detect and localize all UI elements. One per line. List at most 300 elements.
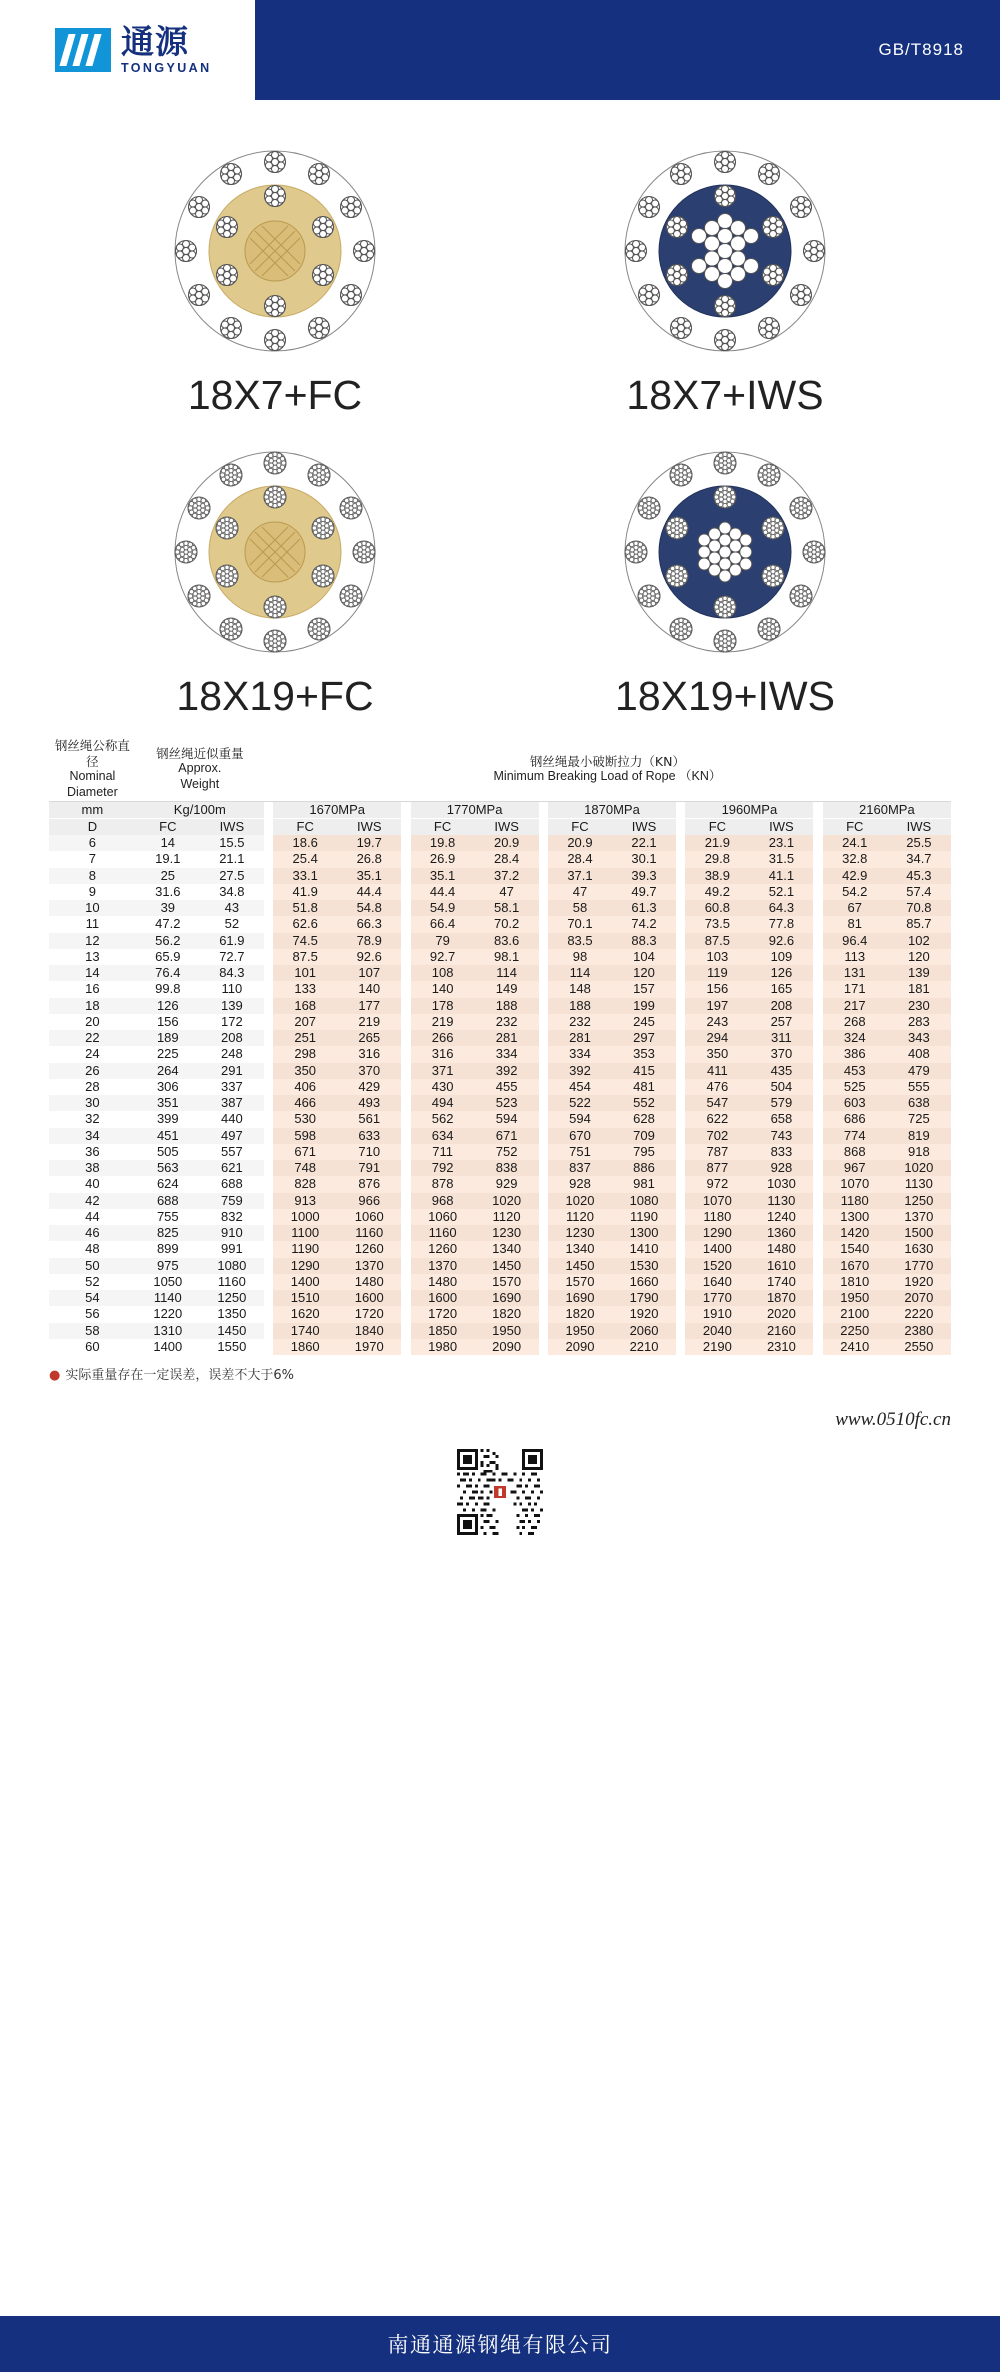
spacer xyxy=(676,884,685,900)
spacer xyxy=(813,1176,822,1192)
cell-load-1770MPa-fc: 792 xyxy=(411,1160,475,1176)
cell-load-1870MPa-iws: 1790 xyxy=(612,1290,676,1306)
cell-load-1960MPa-iws: 833 xyxy=(749,1144,813,1160)
cell-diameter: 44 xyxy=(49,1209,136,1225)
table-header-group-row xyxy=(49,738,951,801)
cell-weight-iws: 1350 xyxy=(200,1306,264,1322)
cell-load-2160MPa-fc: 171 xyxy=(823,981,887,997)
spacer xyxy=(676,949,685,965)
cell-diameter: 18 xyxy=(49,998,136,1014)
table-row xyxy=(49,1046,951,1062)
cell-weight-iws: 991 xyxy=(200,1241,264,1257)
cell-load-1670MPa-fc: 62.6 xyxy=(273,916,337,932)
cell-load-1670MPa-fc: 298 xyxy=(273,1046,337,1062)
cell-weight-fc: 755 xyxy=(136,1209,200,1225)
cell-load-1670MPa-fc: 913 xyxy=(273,1193,337,1209)
spacer xyxy=(264,1323,273,1339)
spacer xyxy=(401,1225,410,1241)
cell-load-1870MPa-iws: 61.3 xyxy=(612,900,676,916)
spacer xyxy=(264,965,273,981)
spacer xyxy=(813,1225,822,1241)
cell-weight-iws: 1080 xyxy=(200,1258,264,1274)
cell-load-1870MPa-iws: 199 xyxy=(612,998,676,1014)
cell-weight-fc: 189 xyxy=(136,1030,200,1046)
cell-load-1870MPa-iws: 1530 xyxy=(612,1258,676,1274)
cell-weight-iws: 84.3 xyxy=(200,965,264,981)
spacer xyxy=(264,1209,273,1225)
cell-diameter: 8 xyxy=(49,868,136,884)
header-weight-en-2: Weight xyxy=(180,777,220,792)
spacer xyxy=(401,818,410,835)
cell-load-1670MPa-fc: 530 xyxy=(273,1111,337,1127)
cell-load-1670MPa-fc: 87.5 xyxy=(273,949,337,965)
cell-load-1770MPa-fc: 1260 xyxy=(411,1241,475,1257)
cell-load-1770MPa-iws: 281 xyxy=(475,1030,539,1046)
cell-load-1960MPa-iws: 1480 xyxy=(749,1241,813,1257)
cell-load-2160MPa-iws: 45.3 xyxy=(887,868,951,884)
spacer xyxy=(676,1030,685,1046)
cell-weight-fc: 31.6 xyxy=(136,884,200,900)
cell-load-1670MPa-iws: 177 xyxy=(337,998,401,1014)
spacer xyxy=(401,1306,410,1322)
cell-load-1870MPa-iws: 245 xyxy=(612,1014,676,1030)
spacer xyxy=(401,998,410,1014)
cell-load-1670MPa-iws: 44.4 xyxy=(337,884,401,900)
spacer xyxy=(813,1014,822,1030)
cell-load-1960MPa-fc: 2040 xyxy=(685,1323,749,1339)
spacer xyxy=(539,1225,548,1241)
cell-load-2160MPa-iws: 230 xyxy=(887,998,951,1014)
cell-load-2160MPa-iws: 1500 xyxy=(887,1225,951,1241)
cell-load-1770MPa-iws: 1570 xyxy=(475,1274,539,1290)
cell-load-2160MPa-fc: 32.8 xyxy=(823,851,887,867)
table-row xyxy=(49,1176,951,1192)
cell-load-1870MPa-fc: 392 xyxy=(548,1063,612,1079)
spacer xyxy=(539,1014,548,1030)
cell-load-2160MPa-fc: 324 xyxy=(823,1030,887,1046)
cell-load-1870MPa-iws: 1410 xyxy=(612,1241,676,1257)
cell-load-1960MPa-iws: 1870 xyxy=(749,1290,813,1306)
cell-load-1770MPa-iws: 83.6 xyxy=(475,933,539,949)
cell-load-1670MPa-fc: 41.9 xyxy=(273,884,337,900)
cell-load-1870MPa-iws: 1300 xyxy=(612,1225,676,1241)
spacer xyxy=(813,851,822,867)
spacer xyxy=(401,981,410,997)
cell-load-1770MPa-iws: 455 xyxy=(475,1079,539,1095)
table-row xyxy=(49,1063,951,1079)
grade-1770: 1770MPa xyxy=(411,801,539,818)
cell-load-1960MPa-fc: 1770 xyxy=(685,1290,749,1306)
spacer xyxy=(264,1258,273,1274)
sub-d: D xyxy=(49,818,136,835)
spacer xyxy=(676,916,685,932)
cell-load-1960MPa-fc: 1180 xyxy=(685,1209,749,1225)
cell-load-2160MPa-iws: 2220 xyxy=(887,1306,951,1322)
cell-load-2160MPa-iws: 1130 xyxy=(887,1176,951,1192)
spacer xyxy=(539,1128,548,1144)
cell-diameter: 58 xyxy=(49,1323,136,1339)
spacer xyxy=(401,1339,410,1355)
spacer xyxy=(676,1306,685,1322)
cell-load-1870MPa-fc: 281 xyxy=(548,1030,612,1046)
website-url[interactable]: www.0510fc.cn xyxy=(835,1409,951,1430)
rope-specification-table xyxy=(49,738,951,1355)
cell-load-1960MPa-fc: 877 xyxy=(685,1160,749,1176)
spacer xyxy=(264,1241,273,1257)
cell-load-1770MPa-iws: 1230 xyxy=(475,1225,539,1241)
spacer xyxy=(401,1046,410,1062)
spacer xyxy=(676,900,685,916)
cell-load-2160MPa-iws: 34.7 xyxy=(887,851,951,867)
spacer xyxy=(676,1258,685,1274)
spacer xyxy=(539,1241,548,1257)
spacer xyxy=(539,949,548,965)
cell-weight-fc: 1220 xyxy=(136,1306,200,1322)
cell-load-1670MPa-iws: 107 xyxy=(337,965,401,981)
header-breaking-load xyxy=(264,738,951,801)
cell-load-1870MPa-fc: 1820 xyxy=(548,1306,612,1322)
cell-weight-iws: 27.5 xyxy=(200,868,264,884)
cell-load-1770MPa-fc: 1060 xyxy=(411,1209,475,1225)
cell-load-1770MPa-iws: 594 xyxy=(475,1111,539,1127)
cell-weight-iws: 440 xyxy=(200,1111,264,1127)
table-units-row xyxy=(49,801,951,818)
cell-load-1670MPa-iws: 370 xyxy=(337,1063,401,1079)
cell-weight-fc: 56.2 xyxy=(136,933,200,949)
cell-load-1770MPa-iws: 1340 xyxy=(475,1241,539,1257)
spacer xyxy=(813,1241,822,1257)
cell-weight-iws: 43 xyxy=(200,900,264,916)
sub-w-fc: FC xyxy=(136,818,200,835)
table-row xyxy=(49,1323,951,1339)
cell-load-1870MPa-fc: 594 xyxy=(548,1111,612,1127)
spacer xyxy=(401,949,410,965)
cell-load-1770MPa-fc: 44.4 xyxy=(411,884,475,900)
cell-load-2160MPa-fc: 868 xyxy=(823,1144,887,1160)
grade-1960: 1960MPa xyxy=(685,801,813,818)
spacer xyxy=(813,1079,822,1095)
cell-load-1670MPa-iws: 66.3 xyxy=(337,916,401,932)
cell-load-1670MPa-iws: 1480 xyxy=(337,1274,401,1290)
table-row xyxy=(49,949,951,965)
cell-load-1960MPa-fc: 476 xyxy=(685,1079,749,1095)
spacer xyxy=(676,933,685,949)
spacer xyxy=(401,1128,410,1144)
cell-load-1870MPa-fc: 1570 xyxy=(548,1274,612,1290)
cell-load-1960MPa-fc: 411 xyxy=(685,1063,749,1079)
table-row xyxy=(49,900,951,916)
logo-text xyxy=(121,22,212,76)
table-subheader-row xyxy=(49,818,951,835)
cell-load-1870MPa-iws: 709 xyxy=(612,1128,676,1144)
sub-1770-iws: IWS xyxy=(475,818,539,835)
rope-cross-section-icon xyxy=(160,136,390,366)
spacer xyxy=(264,1063,273,1079)
cell-load-2160MPa-fc: 268 xyxy=(823,1014,887,1030)
cell-diameter: 56 xyxy=(49,1306,136,1322)
cell-diameter: 9 xyxy=(49,884,136,900)
spacer xyxy=(401,801,410,818)
table-row xyxy=(49,1225,951,1241)
grade-2160: 2160MPa xyxy=(823,801,951,818)
cell-load-2160MPa-fc: 774 xyxy=(823,1128,887,1144)
cell-diameter: 40 xyxy=(49,1176,136,1192)
cell-weight-iws: 759 xyxy=(200,1193,264,1209)
cell-load-1870MPa-iws: 39.3 xyxy=(612,868,676,884)
table-row xyxy=(49,1209,951,1225)
cell-load-1960MPa-iws: 311 xyxy=(749,1030,813,1046)
cell-weight-fc: 688 xyxy=(136,1193,200,1209)
rope-diagram-18x19-iws xyxy=(575,437,875,720)
spacer xyxy=(813,1306,822,1322)
cell-load-1870MPa-iws: 353 xyxy=(612,1046,676,1062)
cell-weight-fc: 14 xyxy=(136,835,200,851)
note-text: 实际重量存在一定误差，误差不大于6% xyxy=(65,1368,294,1383)
cell-load-2160MPa-iws: 479 xyxy=(887,1063,951,1079)
unit-mm: mm xyxy=(49,801,136,818)
spacer xyxy=(676,965,685,981)
cell-load-1960MPa-fc: 294 xyxy=(685,1030,749,1046)
cell-diameter: 13 xyxy=(49,949,136,965)
header-diameter-en-2: Diameter xyxy=(67,784,118,799)
cell-load-2160MPa-fc: 1420 xyxy=(823,1225,887,1241)
table-row xyxy=(49,1111,951,1127)
spacer xyxy=(676,1111,685,1127)
spacer xyxy=(813,1209,822,1225)
spacer xyxy=(264,1339,273,1355)
cell-load-1770MPa-fc: 178 xyxy=(411,998,475,1014)
spacer xyxy=(813,1030,822,1046)
cell-load-1960MPa-fc: 1070 xyxy=(685,1193,749,1209)
spacer xyxy=(813,998,822,1014)
cell-load-1870MPa-iws: 1920 xyxy=(612,1306,676,1322)
cell-load-1670MPa-fc: 25.4 xyxy=(273,851,337,867)
cell-load-2160MPa-fc: 1670 xyxy=(823,1258,887,1274)
cell-load-1670MPa-iws: 35.1 xyxy=(337,868,401,884)
cell-load-1670MPa-iws: 219 xyxy=(337,1014,401,1030)
cell-load-1870MPa-iws: 415 xyxy=(612,1063,676,1079)
cell-load-1670MPa-fc: 1190 xyxy=(273,1241,337,1257)
cell-load-1770MPa-iws: 47 xyxy=(475,884,539,900)
spacer xyxy=(401,1014,410,1030)
cell-load-1670MPa-iws: 791 xyxy=(337,1160,401,1176)
cell-load-1670MPa-fc: 1740 xyxy=(273,1323,337,1339)
cell-load-1870MPa-iws: 104 xyxy=(612,949,676,965)
table-row xyxy=(49,851,951,867)
cell-load-1960MPa-iws: 1740 xyxy=(749,1274,813,1290)
spacer xyxy=(401,1160,410,1176)
spacer xyxy=(676,868,685,884)
cell-diameter: 16 xyxy=(49,981,136,997)
cell-load-1870MPa-fc: 70.1 xyxy=(548,916,612,932)
cell-load-1770MPa-fc: 1980 xyxy=(411,1339,475,1355)
cell-load-1670MPa-iws: 1160 xyxy=(337,1225,401,1241)
spacer xyxy=(264,933,273,949)
cell-load-1960MPa-fc: 29.8 xyxy=(685,851,749,867)
cell-load-2160MPa-fc: 131 xyxy=(823,965,887,981)
cell-load-2160MPa-fc: 1300 xyxy=(823,1209,887,1225)
cell-load-1670MPa-fc: 1400 xyxy=(273,1274,337,1290)
qr-code[interactable] xyxy=(457,1449,543,1535)
spacer xyxy=(813,933,822,949)
cell-weight-iws: 497 xyxy=(200,1128,264,1144)
spacer xyxy=(676,835,685,851)
cell-load-1770MPa-iws: 523 xyxy=(475,1095,539,1111)
spacer xyxy=(264,818,273,835)
table-row xyxy=(49,884,951,900)
cell-load-1960MPa-iws: 2310 xyxy=(749,1339,813,1355)
spacer xyxy=(676,1160,685,1176)
table-row xyxy=(49,868,951,884)
spacer xyxy=(676,1046,685,1062)
cell-load-2160MPa-iws: 343 xyxy=(887,1030,951,1046)
cell-load-1960MPa-fc: 1290 xyxy=(685,1225,749,1241)
cell-load-1960MPa-fc: 2190 xyxy=(685,1339,749,1355)
spec-table-wrap xyxy=(49,738,951,1355)
cell-load-1870MPa-fc: 1120 xyxy=(548,1209,612,1225)
cell-load-1870MPa-iws: 120 xyxy=(612,965,676,981)
spacer xyxy=(264,1144,273,1160)
table-row xyxy=(49,1339,951,1355)
cell-weight-iws: 110 xyxy=(200,981,264,997)
cell-diameter: 34 xyxy=(49,1128,136,1144)
cell-load-1670MPa-fc: 1510 xyxy=(273,1290,337,1306)
spacer xyxy=(676,1209,685,1225)
cell-load-1670MPa-fc: 350 xyxy=(273,1063,337,1079)
cell-load-1770MPa-fc: 266 xyxy=(411,1030,475,1046)
cell-diameter: 38 xyxy=(49,1160,136,1176)
cell-load-1770MPa-fc: 430 xyxy=(411,1079,475,1095)
cell-weight-fc: 899 xyxy=(136,1241,200,1257)
table-row xyxy=(49,1030,951,1046)
cell-load-1670MPa-fc: 1100 xyxy=(273,1225,337,1241)
spacer xyxy=(813,801,822,818)
cell-load-2160MPa-iws: 1020 xyxy=(887,1160,951,1176)
spacer xyxy=(676,1274,685,1290)
spacer xyxy=(676,1225,685,1241)
page-footer xyxy=(0,2316,1000,2372)
cell-load-1870MPa-fc: 37.1 xyxy=(548,868,612,884)
spacer xyxy=(539,884,548,900)
cell-load-1670MPa-iws: 92.6 xyxy=(337,949,401,965)
spacer xyxy=(813,949,822,965)
cell-diameter: 54 xyxy=(49,1290,136,1306)
spacer xyxy=(264,1030,273,1046)
cell-load-1870MPa-iws: 2210 xyxy=(612,1339,676,1355)
table-row xyxy=(49,1095,951,1111)
cell-load-1870MPa-iws: 795 xyxy=(612,1144,676,1160)
spacer xyxy=(539,933,548,949)
cell-load-1770MPa-iws: 334 xyxy=(475,1046,539,1062)
spacer xyxy=(539,1030,548,1046)
rope-diagram-label: 18X19+IWS xyxy=(615,673,835,719)
logo-chinese-name: 通源 xyxy=(121,22,189,62)
cell-load-1870MPa-fc: 83.5 xyxy=(548,933,612,949)
cell-diameter: 46 xyxy=(49,1225,136,1241)
spacer xyxy=(813,818,822,835)
header-weight xyxy=(136,738,264,801)
cell-load-1770MPa-iws: 1690 xyxy=(475,1290,539,1306)
cell-load-2160MPa-iws: 918 xyxy=(887,1144,951,1160)
cell-load-2160MPa-iws: 555 xyxy=(887,1079,951,1095)
header-bar xyxy=(255,0,1000,100)
cell-load-1870MPa-fc: 928 xyxy=(548,1176,612,1192)
cell-load-1960MPa-iws: 1610 xyxy=(749,1258,813,1274)
spacer xyxy=(676,1323,685,1339)
cell-load-1960MPa-iws: 2020 xyxy=(749,1306,813,1322)
cell-load-2160MPa-iws: 2070 xyxy=(887,1290,951,1306)
cell-load-1960MPa-iws: 77.8 xyxy=(749,916,813,932)
table-row xyxy=(49,1306,951,1322)
cell-load-1870MPa-iws: 1660 xyxy=(612,1274,676,1290)
cell-load-1670MPa-iws: 966 xyxy=(337,1193,401,1209)
cell-load-1770MPa-iws: 838 xyxy=(475,1160,539,1176)
sub-2160-fc: FC xyxy=(823,818,887,835)
cell-weight-iws: 688 xyxy=(200,1176,264,1192)
spacer xyxy=(264,1046,273,1062)
spacer xyxy=(401,1079,410,1095)
cell-load-1770MPa-fc: 19.8 xyxy=(411,835,475,851)
cell-load-1770MPa-fc: 140 xyxy=(411,981,475,997)
cell-load-1670MPa-fc: 33.1 xyxy=(273,868,337,884)
cell-load-1770MPa-fc: 1600 xyxy=(411,1290,475,1306)
cell-weight-iws: 52 xyxy=(200,916,264,932)
cell-weight-iws: 208 xyxy=(200,1030,264,1046)
cell-load-1670MPa-fc: 18.6 xyxy=(273,835,337,851)
header-load-cn: 钢丝绳最小破断拉力（KN） xyxy=(529,753,685,769)
sub-w-iws: IWS xyxy=(200,818,264,835)
spacer xyxy=(813,1128,822,1144)
table-row xyxy=(49,1241,951,1257)
cell-load-1770MPa-fc: 634 xyxy=(411,1128,475,1144)
cell-load-1960MPa-fc: 243 xyxy=(685,1014,749,1030)
cell-load-2160MPa-fc: 67 xyxy=(823,900,887,916)
cell-load-2160MPa-fc: 1180 xyxy=(823,1193,887,1209)
spacer xyxy=(539,1144,548,1160)
rope-cross-section-icon xyxy=(610,437,840,667)
standard-code: GB/T8918 xyxy=(878,40,964,59)
cell-load-1870MPa-fc: 1950 xyxy=(548,1323,612,1339)
spacer xyxy=(813,965,822,981)
cell-load-1870MPa-iws: 30.1 xyxy=(612,851,676,867)
cell-load-1770MPa-fc: 968 xyxy=(411,1193,475,1209)
cell-load-1870MPa-iws: 552 xyxy=(612,1095,676,1111)
cell-load-1960MPa-fc: 103 xyxy=(685,949,749,965)
cell-weight-fc: 306 xyxy=(136,1079,200,1095)
cell-load-1870MPa-fc: 1690 xyxy=(548,1290,612,1306)
cell-weight-fc: 505 xyxy=(136,1144,200,1160)
spacer xyxy=(676,1079,685,1095)
cell-weight-iws: 1450 xyxy=(200,1323,264,1339)
cell-load-1770MPa-fc: 35.1 xyxy=(411,868,475,884)
spacer xyxy=(401,851,410,867)
cell-weight-fc: 76.4 xyxy=(136,965,200,981)
cell-load-1770MPa-iws: 58.1 xyxy=(475,900,539,916)
spacer xyxy=(264,1176,273,1192)
spacer xyxy=(401,868,410,884)
spacer xyxy=(264,900,273,916)
spacer xyxy=(401,933,410,949)
spacer xyxy=(813,1193,822,1209)
spacer xyxy=(401,884,410,900)
cell-load-2160MPa-fc: 1540 xyxy=(823,1241,887,1257)
cell-load-1670MPa-iws: 54.8 xyxy=(337,900,401,916)
spacer xyxy=(401,1241,410,1257)
cell-load-2160MPa-iws: 181 xyxy=(887,981,951,997)
spacer xyxy=(401,965,410,981)
rope-cross-section-icon xyxy=(160,437,390,667)
spacer xyxy=(813,981,822,997)
